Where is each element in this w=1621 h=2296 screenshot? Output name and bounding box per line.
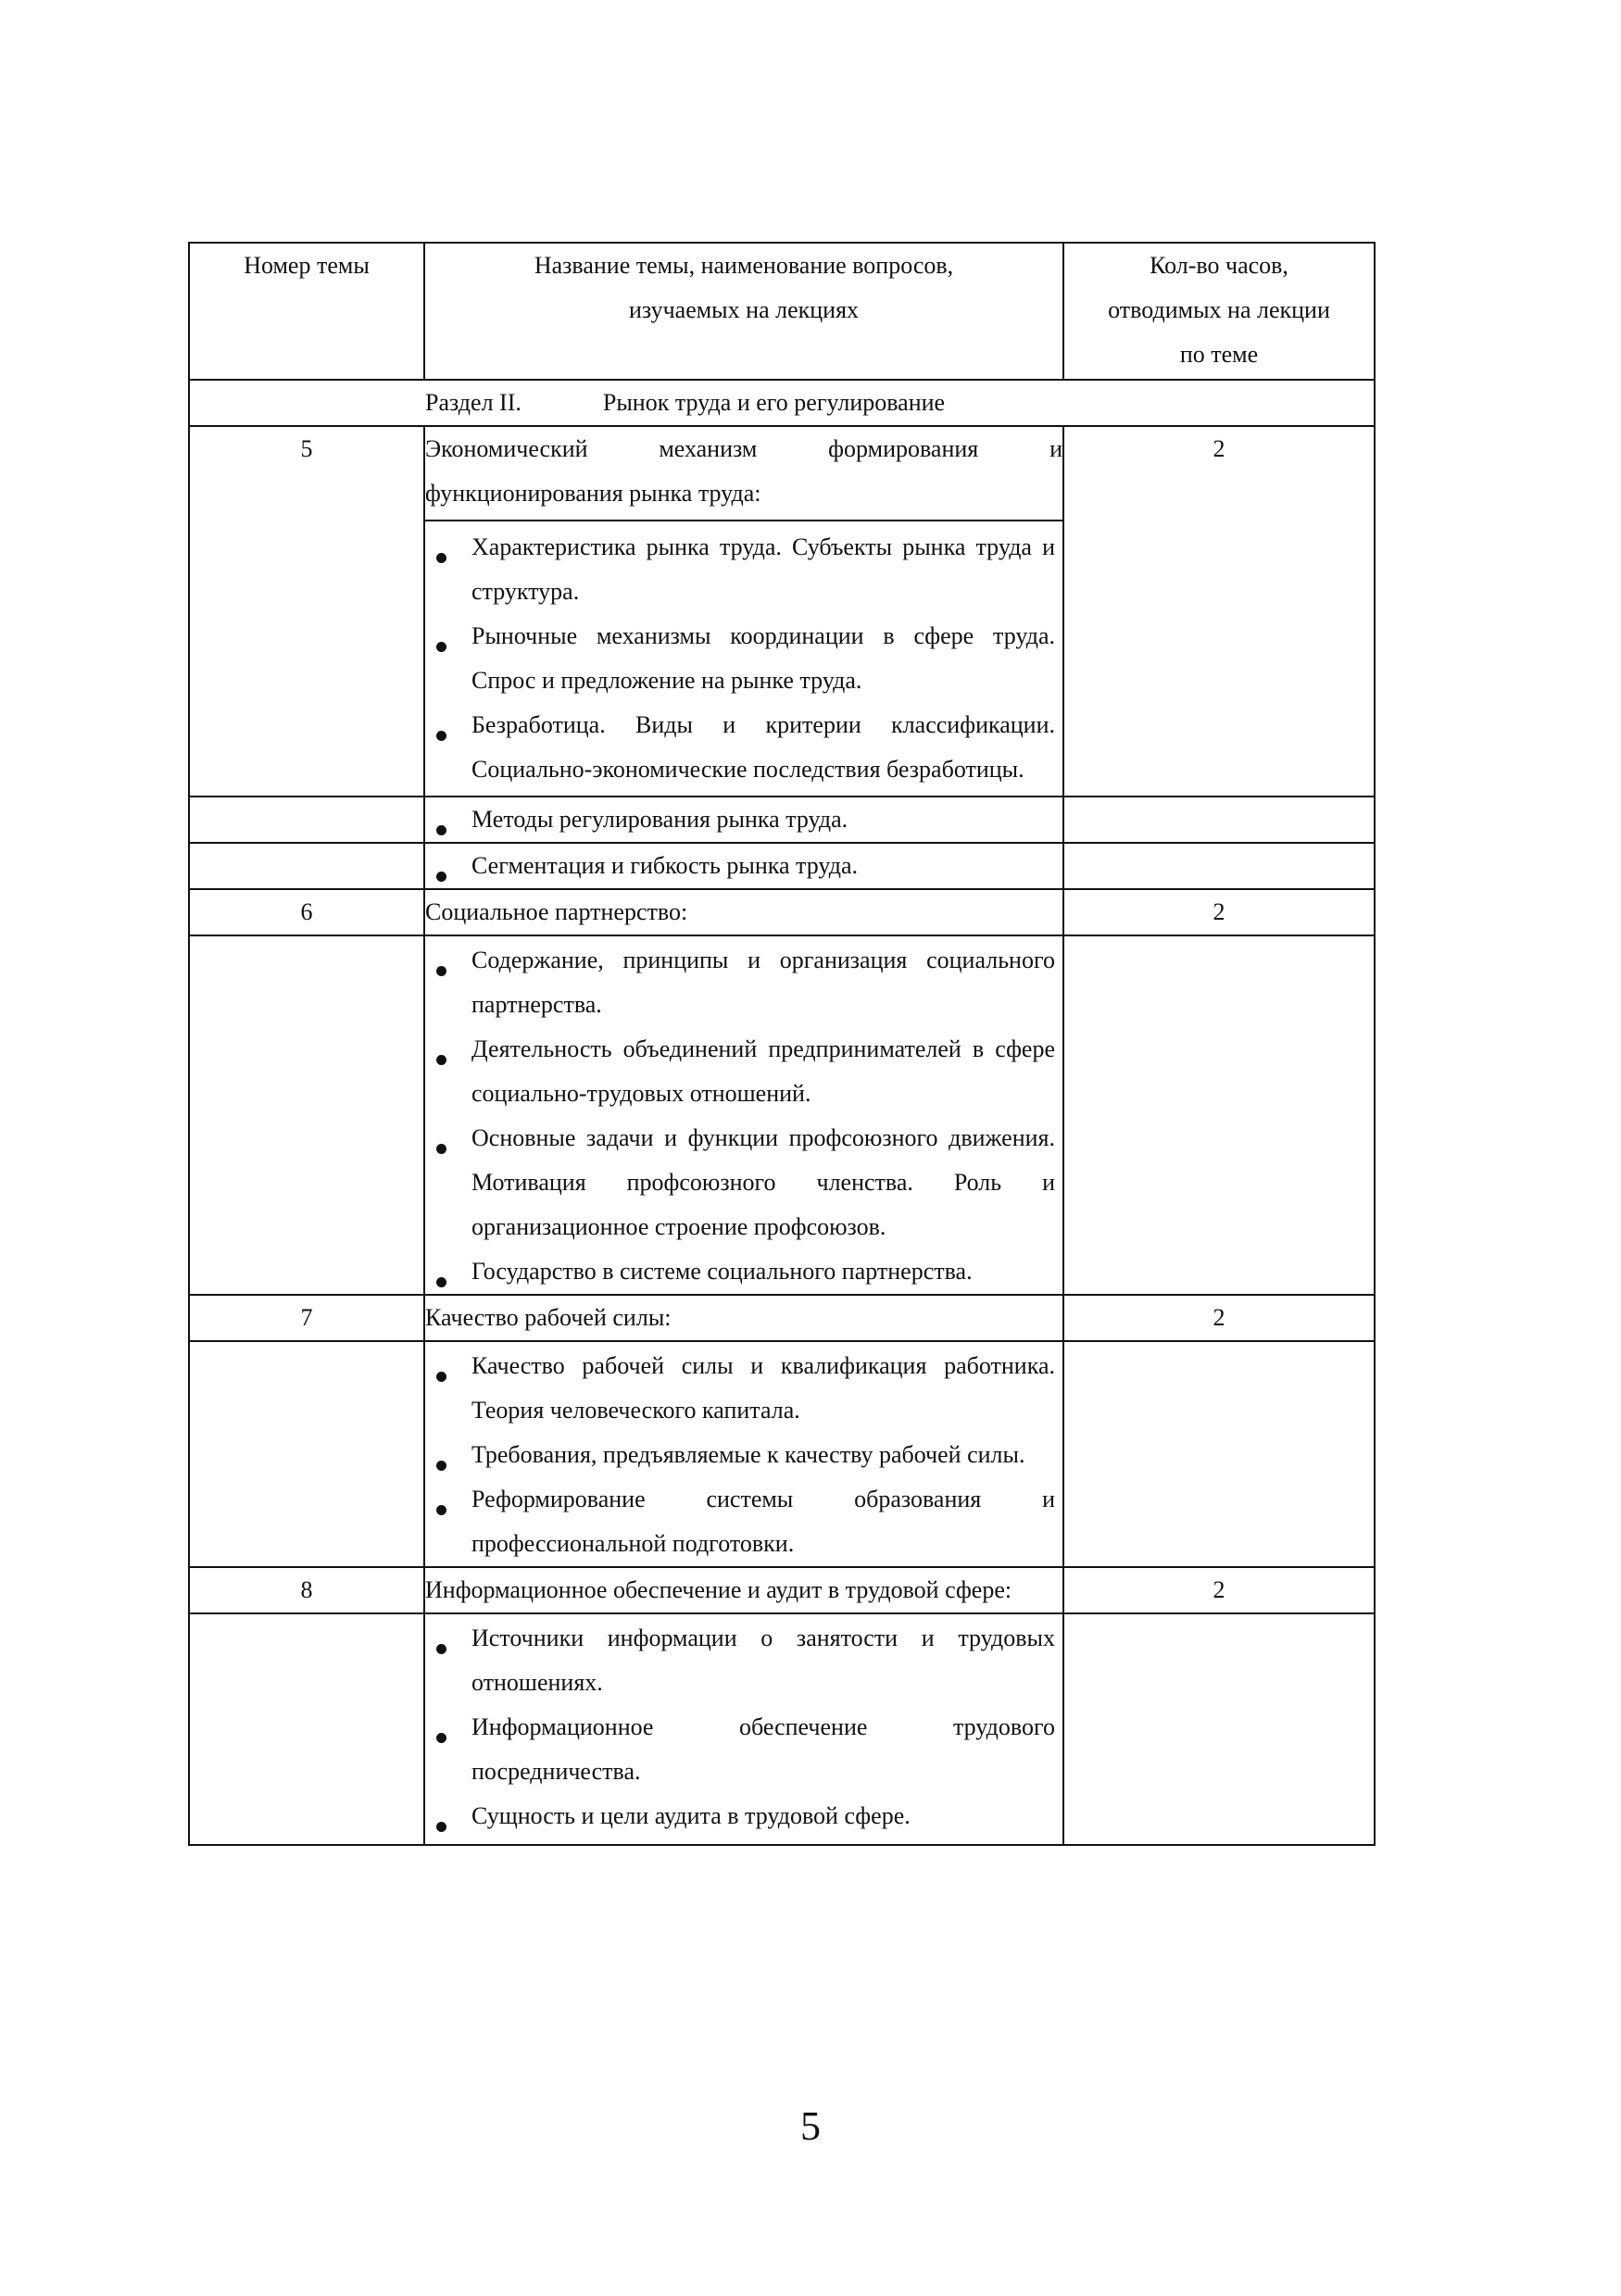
- list-item: Основные задачи и функции профсоюзного движения. Мотивация профсоюзного членства. Роль и организационное строение профсоюзов.: [425, 1116, 1062, 1249]
- list-item: Требования, предъявляемые к качеству рабочей силы.: [425, 1433, 1062, 1477]
- list-item: Рыночные механизмы координации в сфере труда. Спрос и предложение на рынке труда.: [425, 614, 1062, 703]
- header-lecture-hours: Кол-во часов, отводимых на лекции по теме: [1063, 243, 1375, 380]
- topic-title: Информационное обеспечение и аудит в трудовой сфере:: [424, 1567, 1063, 1613]
- section-heading: [189, 380, 1375, 426]
- list-item: Безработица. Виды и критерии классификации. Социально-экономические последствия безработицы.: [425, 703, 1062, 792]
- topic-hours: 2: [1063, 889, 1375, 935]
- table-row: [189, 1613, 1375, 1845]
- topic-hours: 2: [1063, 1295, 1375, 1341]
- table-row: [189, 889, 1375, 935]
- list-item: Сегментация и гибкость рынка труда.: [425, 844, 1062, 888]
- table-row: [189, 426, 1375, 521]
- topic-number: 6: [189, 889, 424, 935]
- lecture-topics-table: [188, 242, 1376, 1846]
- topic-number: 8: [189, 1567, 424, 1613]
- table-row: [189, 1341, 1375, 1567]
- list-item: Источники информации о занятости и трудовых отношениях.: [425, 1616, 1062, 1705]
- header-topic-title: Название темы, наименование вопросов, изучаемых на лекциях: [424, 243, 1063, 380]
- topic-questions: [424, 797, 1063, 843]
- header-topic-number: Номер темы: [189, 243, 424, 380]
- section-title: Рынок труда и его регулирование: [602, 389, 946, 416]
- topic-questions: [424, 843, 1063, 889]
- topic-number: 5: [189, 426, 424, 797]
- section-label: Раздел II.: [425, 389, 521, 416]
- topic-questions: [424, 1613, 1063, 1845]
- list-item: Методы регулирования рынка труда.: [425, 797, 1062, 842]
- table-row: [189, 843, 1375, 889]
- table-row: [189, 935, 1375, 1295]
- table-header-row: [189, 243, 1375, 380]
- topic-title: Социальное партнерство:: [424, 889, 1063, 935]
- section-row: [189, 380, 1375, 426]
- list-item: Сущность и цели аудита в трудовой сфере.: [425, 1794, 1062, 1838]
- topic-hours: 2: [1063, 426, 1375, 797]
- table-row: [189, 1295, 1375, 1341]
- topic-questions: [424, 935, 1063, 1295]
- table-row: [189, 797, 1375, 843]
- topic-title: Качество рабочей силы:: [424, 1295, 1063, 1341]
- list-item: Информационное обеспечение трудового посредничества.: [425, 1705, 1062, 1794]
- table-row: [189, 1567, 1375, 1613]
- list-item: Содержание, принципы и организация социального партнерства.: [425, 938, 1062, 1027]
- list-item: Реформирование системы образования и профессиональной подготовки.: [425, 1477, 1062, 1566]
- list-item: Деятельность объединений предпринимателей в сфере социально-трудовых отношений.: [425, 1027, 1062, 1116]
- topic-title: Экономический механизм формирования и функционирования рынка труда:: [424, 426, 1063, 521]
- topic-hours: 2: [1063, 1567, 1375, 1613]
- list-item: Характеристика рынка труда. Субъекты рынка труда и структура.: [425, 525, 1062, 614]
- list-item: Государство в системе социального партнерства.: [425, 1249, 1062, 1294]
- page-number: 5: [800, 2103, 821, 2149]
- topic-questions: [424, 521, 1063, 797]
- topic-questions: [424, 1341, 1063, 1567]
- topic-number: 7: [189, 1295, 424, 1341]
- list-item: Качество рабочей силы и квалификация работника. Теория человеческого капитала.: [425, 1344, 1062, 1433]
